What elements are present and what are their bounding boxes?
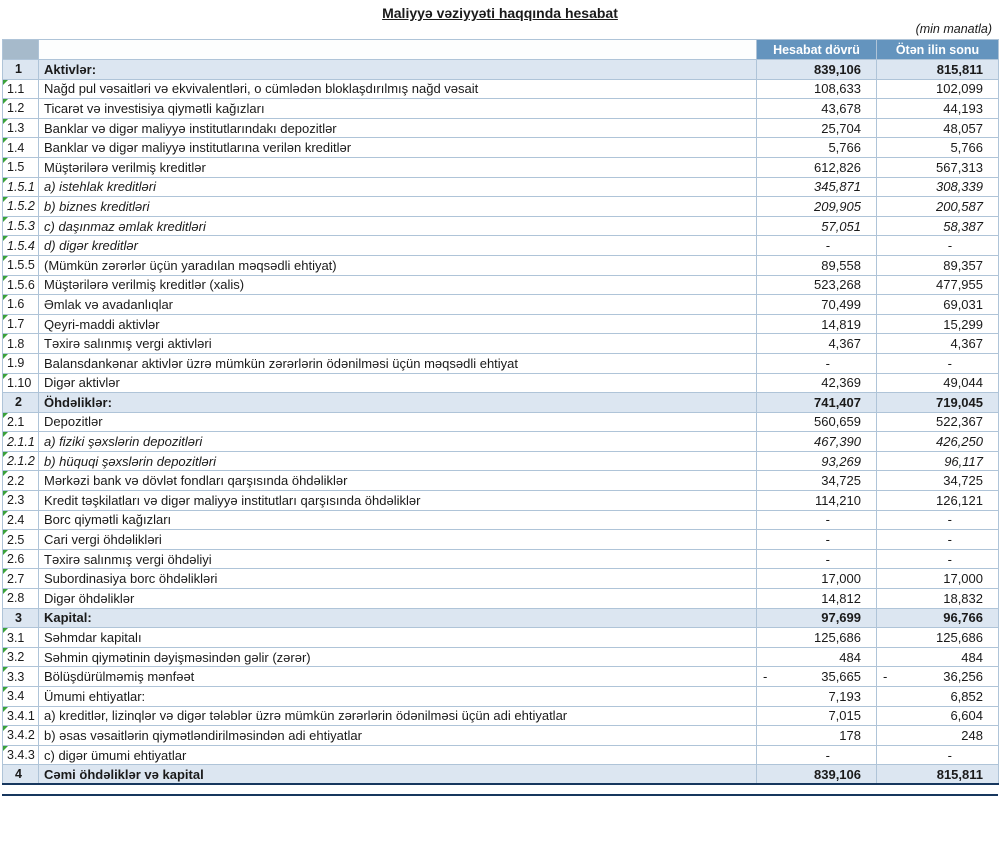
row-number-cell[interactable]: 3.3 [3,667,39,687]
previous-period-cell[interactable]: 815,811 [877,765,999,785]
row-label-cell[interactable]: Müştərilərə verilmiş kreditlər [39,157,757,177]
previous-period-cell[interactable]: 719,045 [877,393,999,413]
row-label-cell[interactable]: Ümumi ehtiyatlar: [39,687,757,707]
corner-cell [3,40,39,60]
previous-period-cell[interactable]: 567,313 [877,157,999,177]
table-row [3,334,999,354]
previous-period-cell[interactable]: 477,955 [877,275,999,295]
negative-sign: - [883,669,888,685]
current-period-cell[interactable]: - [757,530,877,550]
row-number-cell[interactable]: 1.5.1 [3,177,39,197]
row-label-cell[interactable]: Nağd pul vəsaitləri və ekvivalentləri, o cümlədən bloklaşdırılmış nağd vəsait [39,79,757,99]
previous-period-cell[interactable]: 484 [877,647,999,667]
current-period-cell[interactable]: 484 [757,647,877,667]
table-row [3,157,999,177]
row-number-cell[interactable]: 1.3 [3,118,39,138]
table-row [3,569,999,589]
previous-period-cell[interactable]: 6,852 [877,687,999,707]
previous-period-cell[interactable]: 126,121 [877,491,999,511]
current-period-cell[interactable]: - 35,665 [757,667,877,687]
table-row [3,236,999,256]
previous-period-cell[interactable]: 15,299 [877,314,999,334]
table-row [3,451,999,471]
current-period-cell[interactable]: 125,686 [757,628,877,648]
current-period-cell[interactable]: 34,725 [757,471,877,491]
row-number-cell[interactable]: 2.6 [3,549,39,569]
row-number-cell[interactable]: 2.3 [3,491,39,511]
table-row [3,255,999,275]
table-row [3,647,999,667]
previous-period-cell[interactable]: 5,766 [877,138,999,158]
row-number-cell[interactable]: 2 [3,393,39,413]
row-number-cell[interactable]: 2.7 [3,569,39,589]
row-label-cell[interactable]: b) biznes kreditləri [39,197,757,217]
label-header-cell [39,40,757,60]
table-row [3,373,999,393]
previous-period-cell[interactable]: 125,686 [877,628,999,648]
current-period-cell[interactable]: 14,819 [757,314,877,334]
previous-period-cell[interactable]: - [877,510,999,530]
previous-period-cell[interactable]: - [877,530,999,550]
previous-period-cell[interactable]: 69,031 [877,295,999,315]
row-number-cell[interactable]: 2.8 [3,589,39,609]
table-row [3,765,999,785]
previous-period-cell[interactable]: 17,000 [877,569,999,589]
previous-period-cell[interactable]: 96,766 [877,608,999,628]
row-label-cell[interactable]: Subordinasiya borc öhdəlikləri [39,569,757,589]
row-label-cell[interactable]: Cari vergi öhdəlikləri [39,530,757,550]
unit-note: (min manatla) [915,22,992,36]
previous-period-cell[interactable]: 200,587 [877,197,999,217]
table-row [3,745,999,765]
row-label-cell[interactable]: Borc qiymətli kağızları [39,510,757,530]
row-label-cell[interactable]: b) əsas vəsaitlərin qiymətləndirilməsindən adi ehtiyatlar [39,726,757,746]
row-label-cell[interactable]: Səhmdar kapitalı [39,628,757,648]
row-number-cell[interactable]: 3.4.1 [3,706,39,726]
page-title-text: Maliyyə vəziyyəti haqqında hesabat [382,5,618,21]
row-label-cell[interactable]: Banklar və digər maliyyə institutlarına verilən kreditlər [39,138,757,158]
current-period-cell[interactable]: - [757,510,877,530]
current-period-cell[interactable]: 178 [757,726,877,746]
table-row [3,393,999,413]
current-period-cell[interactable]: 93,269 [757,451,877,471]
previous-period-cell[interactable]: - [877,745,999,765]
row-number-cell[interactable]: 4 [3,765,39,785]
current-period-cell[interactable]: - [757,549,877,569]
table-row [3,628,999,648]
current-period-cell[interactable]: 560,659 [757,412,877,432]
current-period-cell[interactable]: 5,766 [757,138,877,158]
table-row [3,706,999,726]
current-period-cell[interactable]: 42,369 [757,373,877,393]
row-label-cell[interactable]: a) kreditlər, lizinqlər və digər tələblər üzrə mümkün zərərlərin ödənilməsi üçün adi ehtiyatlar [39,706,757,726]
row-number-cell[interactable]: 1.4 [3,138,39,158]
table-row [3,275,999,295]
current-period-cell[interactable]: 467,390 [757,432,877,452]
previous-period-cell[interactable]: 89,357 [877,255,999,275]
row-number-cell[interactable]: 2.1.1 [3,432,39,452]
previous-period-cell[interactable]: 308,339 [877,177,999,197]
row-label-cell[interactable]: (Mümkün zərərlər üçün yaradılan məqsədli ehtiyat) [39,255,757,275]
table-row [3,138,999,158]
current-period-cell[interactable]: 4,367 [757,334,877,354]
row-number-cell[interactable]: 1.5.2 [3,197,39,217]
row-label-cell[interactable]: c) digər ümumi ehtiyatlar [39,745,757,765]
row-number-cell[interactable]: 1.9 [3,353,39,373]
table-row [3,216,999,236]
previous-period-cell[interactable]: 34,725 [877,471,999,491]
table-row [3,353,999,373]
table-row [3,549,999,569]
previous-period-cell[interactable]: - 36,256 [877,667,999,687]
row-label-cell[interactable]: Bölüşdürülməmiş mənfəət [39,667,757,687]
table-row [3,314,999,334]
current-period-cell[interactable]: 114,210 [757,491,877,511]
row-label-cell[interactable]: Ticarət və investisiya qiymətli kağızları [39,99,757,119]
row-number-cell[interactable]: 1.5.5 [3,255,39,275]
table-row [3,118,999,138]
current-period-cell[interactable]: 97,699 [757,608,877,628]
previous-period-cell[interactable]: - [877,549,999,569]
row-number-cell[interactable]: 1.5 [3,157,39,177]
table-row [3,99,999,119]
row-number-cell[interactable]: 1 [3,60,39,80]
previous-period-cell[interactable]: 18,832 [877,589,999,609]
row-number-cell[interactable]: 1.5.3 [3,216,39,236]
current-period-cell[interactable]: 57,051 [757,216,877,236]
row-number-cell[interactable]: 1.2 [3,99,39,119]
page-title [0,0,1000,22]
current-period-cell[interactable]: 839,106 [757,60,877,80]
table-row [3,412,999,432]
row-number-cell[interactable]: 3.4.3 [3,745,39,765]
previous-period-cell[interactable]: 48,057 [877,118,999,138]
previous-period-cell[interactable]: 102,099 [877,79,999,99]
current-period-cell[interactable]: 70,499 [757,295,877,315]
previous-period-cell[interactable]: 44,193 [877,99,999,119]
row-label-cell[interactable]: Kredit təşkilatları və digər maliyyə institutları qarşısında öhdəliklər [39,491,757,511]
table-row [3,491,999,511]
row-label-cell[interactable]: Səhmin qiymətinin dəyişməsindən gəlir (zərər) [39,647,757,667]
row-label-cell[interactable]: Qeyri-maddi aktivlər [39,314,757,334]
previous-period-cell[interactable]: - [877,353,999,373]
previous-period-cell[interactable]: 96,117 [877,451,999,471]
row-label-cell[interactable]: Banklar və digər maliyyə institutlarındakı depozitlər [39,118,757,138]
table-row [3,295,999,315]
previous-period-cell[interactable]: 248 [877,726,999,746]
row-label-cell[interactable]: Təxirə salınmış vergi aktivləri [39,334,757,354]
row-label-cell[interactable]: a) fiziki şəxslərin depozitləri [39,432,757,452]
column-header-current[interactable]: Hesabat dövrü [757,40,877,60]
previous-period-cell[interactable]: 815,811 [877,60,999,80]
row-label-cell[interactable]: b) hüquqi şəxslərin depozitləri [39,451,757,471]
table-row [3,530,999,550]
column-header-previous[interactable]: Ötən ilin sonu [877,40,999,60]
row-label-cell[interactable]: Aktivlər: [39,60,757,80]
table-row [3,667,999,687]
previous-period-cell[interactable]: 6,604 [877,706,999,726]
row-number-cell[interactable]: 3.2 [3,647,39,667]
row-number-cell[interactable]: 3.4.2 [3,726,39,746]
row-number-cell[interactable]: 2.4 [3,510,39,530]
row-number-cell[interactable]: 2.1 [3,412,39,432]
current-period-cell[interactable]: - [757,745,877,765]
current-period-cell[interactable]: 345,871 [757,177,877,197]
row-label-cell[interactable]: Öhdəliklər: [39,393,757,413]
row-label-cell[interactable]: Mərkəzi bank və dövlət fondları qarşısında öhdəliklər [39,471,757,491]
row-number-cell[interactable]: 1.5.4 [3,236,39,256]
previous-period-cell[interactable]: 4,367 [877,334,999,354]
table-row [3,608,999,628]
current-period-cell[interactable]: - [757,236,877,256]
row-label-cell[interactable]: d) digər kreditlər [39,236,757,256]
bottom-rule [2,794,998,796]
current-period-cell[interactable]: 612,826 [757,157,877,177]
table-row [3,687,999,707]
row-number-cell[interactable]: 1.10 [3,373,39,393]
row-label-cell[interactable]: Balansdankənar aktivlər üzrə mümkün zərərlərin ödənilməsi üçün məqsədli ehtiyat [39,353,757,373]
previous-period-cell[interactable]: 49,044 [877,373,999,393]
table-row [3,177,999,197]
row-label-cell[interactable]: Digər öhdəliklər [39,589,757,609]
current-period-cell[interactable]: - [757,353,877,373]
previous-period-cell[interactable]: 58,387 [877,216,999,236]
current-period-cell[interactable]: 17,000 [757,569,877,589]
row-number-cell[interactable]: 3.4 [3,687,39,707]
row-number-cell[interactable]: 3 [3,608,39,628]
row-number-cell[interactable]: 2.1.2 [3,451,39,471]
row-number-cell[interactable]: 1.6 [3,295,39,315]
row-number-cell[interactable]: 1.7 [3,314,39,334]
table-row [3,510,999,530]
current-period-cell[interactable]: 7,015 [757,706,877,726]
table-body [3,60,999,785]
row-label-cell[interactable]: Depozitlər [39,412,757,432]
row-number-cell[interactable]: 1.1 [3,79,39,99]
header-row [3,40,999,60]
table-row [3,197,999,217]
row-number-cell[interactable]: 2.5 [3,530,39,550]
negative-sign: - [763,669,768,685]
row-label-cell[interactable]: a) istehlak kreditləri [39,177,757,197]
current-period-cell[interactable]: 43,678 [757,99,877,119]
table-row [3,432,999,452]
previous-period-cell[interactable]: 426,250 [877,432,999,452]
previous-period-cell[interactable]: - [877,236,999,256]
row-number-cell[interactable]: 3.1 [3,628,39,648]
row-label-cell[interactable]: Digər aktivlər [39,373,757,393]
row-label-cell[interactable]: Əmlak və avadanlıqlar [39,295,757,315]
current-period-cell[interactable]: 14,812 [757,589,877,609]
table-row [3,79,999,99]
table-row [3,471,999,491]
current-period-cell[interactable]: 89,558 [757,255,877,275]
row-label-cell[interactable]: Təxirə salınmış vergi öhdəliyi [39,549,757,569]
row-number-cell[interactable]: 2.2 [3,471,39,491]
current-period-cell[interactable]: 839,106 [757,765,877,785]
current-period-cell[interactable]: 523,268 [757,275,877,295]
row-label-cell[interactable]: Kapital: [39,608,757,628]
current-period-cell[interactable]: 108,633 [757,79,877,99]
row-number-cell[interactable]: 1.5.6 [3,275,39,295]
table-row [3,589,999,609]
financial-table [2,39,999,785]
current-period-cell[interactable]: 25,704 [757,118,877,138]
table-row [3,60,999,80]
previous-period-cell[interactable]: 522,367 [877,412,999,432]
current-period-cell[interactable]: 209,905 [757,197,877,217]
row-label-cell[interactable]: c) daşınmaz əmlak kreditləri [39,216,757,236]
table-row [3,726,999,746]
current-period-cell[interactable]: 741,407 [757,393,877,413]
row-number-cell[interactable]: 1.8 [3,334,39,354]
row-label-cell[interactable]: Cəmi öhdəliklər və kapital [39,765,757,785]
current-period-cell[interactable]: 7,193 [757,687,877,707]
row-label-cell[interactable]: Müştərilərə verilmiş kreditlər (xalis) [39,275,757,295]
